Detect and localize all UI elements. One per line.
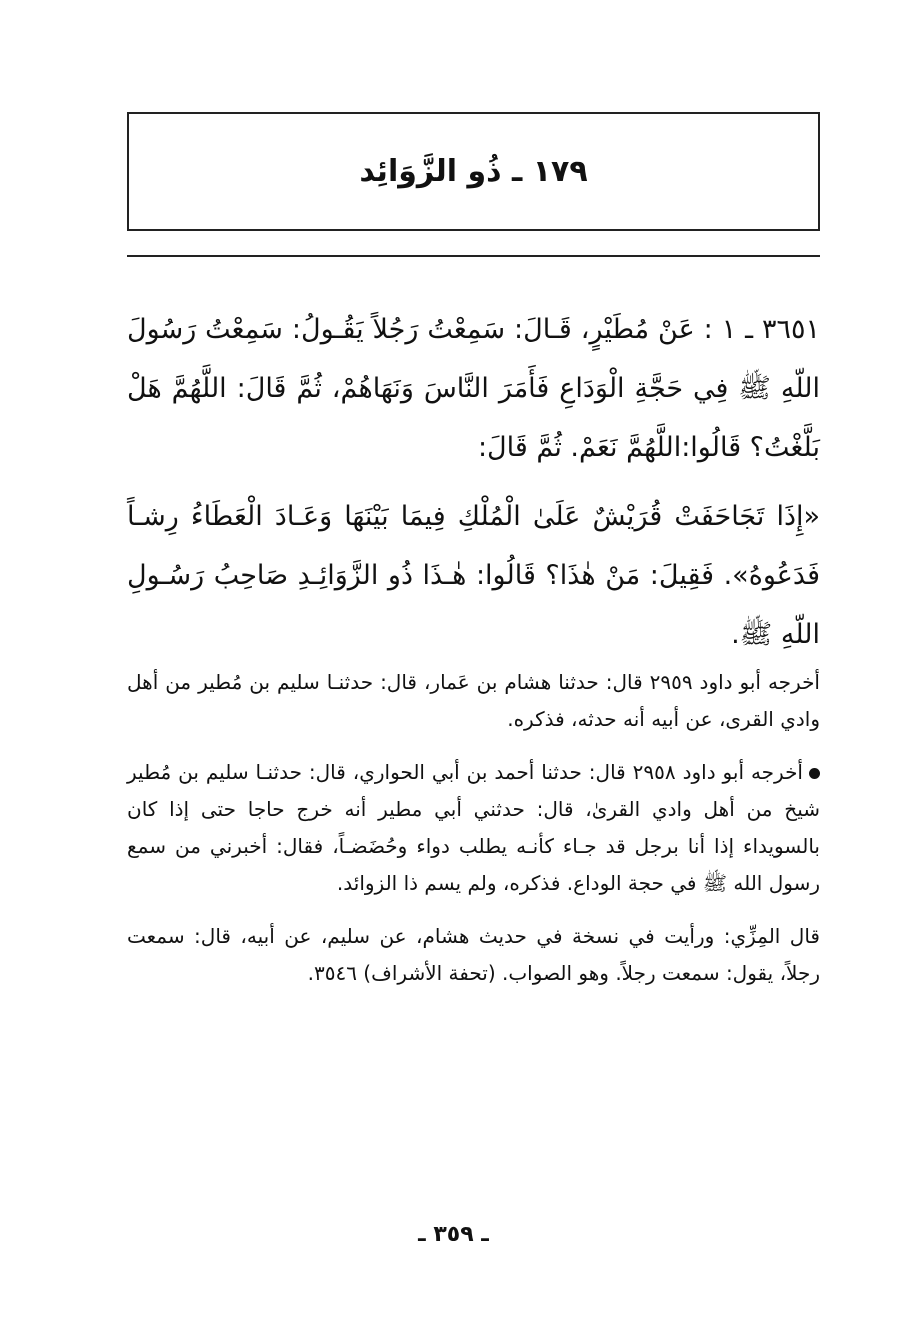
footnote-2 [127, 754, 820, 902]
hadith-paragraph-2: «إِذَا تَجَاحَفَتْ قُرَيْشٌ عَلَىٰ الْمُلْكِ فِيمَا بَيْنَهَا وَعَـادَ الْعَطَاءُ رِشـاً فَدَعُوهُ». فَقِيلَ: مَنْ هٰذَا؟ قَالُوا: هٰـذَا ذُو الزَّوَائِـدِ صَاحِبُ رَسُـولِ اللّهِ ﷺ. [127, 501, 820, 650]
hadith-paragraph-1: ٣٦٥١ ـ ١ : عَنْ مُطَيْرٍ، قَـالَ: سَمِعْتُ رَجُلاً يَقُـولُ: سَمِعْتُ رَسُولَ اللّهِ ﷺ فِي حَجَّةِ الْوَدَاعِ فَأَمَرَ النَّاسَ وَنَهَاهُمْ، ثُمَّ قَالَ: اللَّهُمَّ هَلْ بَلَّغْتُ؟ قَالُوا:اللَّهُمَّ نَعَمْ. ثُمَّ قَالَ: [127, 314, 821, 463]
chapter-title-box [127, 112, 820, 231]
footnote-1: أخرجه أبو داود ٢٩٥٩ قال: حدثنا هشام بن عَمار، قال: حدثنـا سليم بن مُطير من أهل وادي القرى، عن أبيه أنه حدثه، فذكره. [127, 670, 820, 731]
bullet-icon [809, 768, 820, 779]
hadith-text [127, 300, 820, 664]
header-divider [127, 255, 820, 257]
footnote-2-text: أخرجه أبو داود ٢٩٥٨ قال: حدثنا أحمد بن أبي الحواري، قال: حدثنـا سليم بن مُطير شيخ من أهل وادي القرىٰ، قال: حدثني أبي مطير أنه خرج حاجا حتى إذا كان بالسويداء إذا أنا برجل قد جـاء كأنـه يطلب دواء وحُضَضـاً، فقال: أخبرني من سمع رسول الله ﷺ في حجة الوداع. فذكره، ولم يسم ذا الزوائد. [127, 760, 820, 895]
chapter-title: ١٧٩ ـ ذُو الزَّوَائِد [359, 154, 588, 189]
page-number: ـ ٣٥٩ ـ [418, 1222, 489, 1247]
footnotes [127, 664, 820, 992]
footnote-3: قال المِزِّي: ورأيت في نسخة في حديث هشام، عن سليم، عن أبيه، قال: سمعت رجلاً، يقول: سمعت رجلاً. وهو الصواب. (تحفة الأشراف) ٣٥٤٦. [127, 924, 820, 985]
